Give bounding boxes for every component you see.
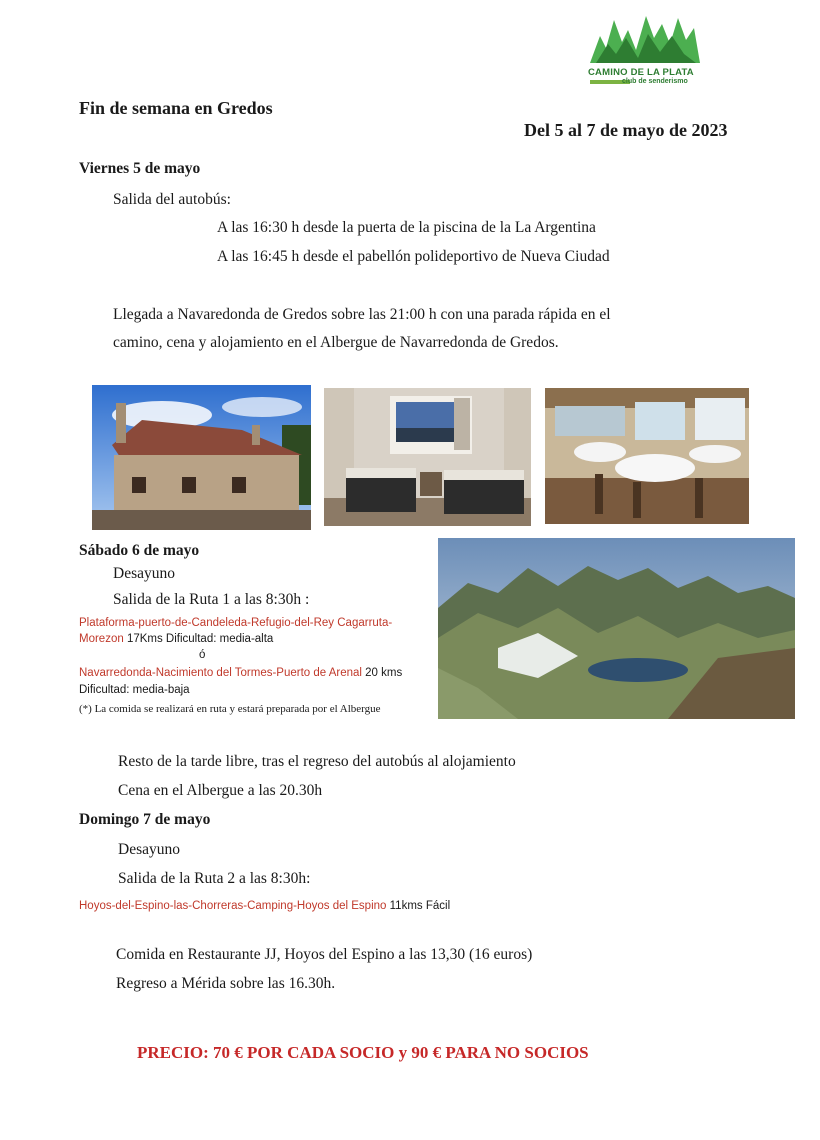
route-2-name: Hoyos-del-Espino-las-Chorreras-Camping-Hoyos del Espino <box>79 900 387 912</box>
saturday-breakfast: Desayuno <box>113 565 175 582</box>
route-1a-line-2 <box>79 633 273 645</box>
meal-note: (*) La comida se realizará en ruta y estará preparada por el Albergue <box>79 703 381 715</box>
departure-2: A las 16:45 h desde el pabellón polideportivo de Nueva Ciudad <box>217 248 610 265</box>
logo-name: CAMINO DE LA PLATA <box>588 67 694 78</box>
route-1b <box>79 667 402 679</box>
departure-1: A las 16:30 h desde la puerta de la piscina de la La Argentina <box>217 219 596 236</box>
route-1a-details: 17Kms Dificultad: media-alta <box>123 633 274 645</box>
saturday-heading: Sábado 6 de mayo <box>79 542 200 559</box>
route-2-label: Salida de la Ruta 2 a las 8:30h: <box>118 870 311 887</box>
page-title: Fin de semana en Gredos <box>79 98 273 118</box>
hostel-photo <box>92 385 311 530</box>
sunday-breakfast: Desayuno <box>118 841 180 858</box>
route-2-details: 11kms Fácil <box>386 900 451 912</box>
saturday-dinner: Cena en el Albergue a las 20.30h <box>118 782 323 799</box>
afternoon-free: Resto de la tarde libre, tras el regreso del autobús al alojamiento <box>118 753 516 770</box>
sunday-lunch: Comida en Restaurante JJ, Hoyos del Espino a las 13,30 (16 euros) <box>116 946 533 963</box>
logo-subtitle: club de senderismo <box>622 78 688 85</box>
route-1b-difficulty: Dificultad: media-baja <box>79 684 190 696</box>
route-1a-name-end: Morezon <box>79 633 124 645</box>
arrival-line-2: camino, cena y alojamiento en el Albergue de Navarredonda de Gredos. <box>113 334 559 351</box>
mountain-panorama-photo <box>438 538 795 719</box>
bedroom-photo <box>324 388 531 526</box>
bus-label: Salida del autobús: <box>113 191 231 208</box>
route-2 <box>79 900 450 912</box>
route-1b-distance: 20 kms <box>361 667 403 679</box>
return-trip: Regreso a Mérida sobre las 16.30h. <box>116 975 336 992</box>
event-dates: Del 5 al 7 de mayo de 2023 <box>524 120 728 140</box>
or-separator: ó <box>199 649 206 661</box>
route-1a-line-1: Plataforma-puerto-de-Candeleda-Refugio-del-Rey Cagarruta- <box>79 617 393 629</box>
route-1b-name: Navarredonda-Nacimiento del Tormes-Puerto de Arenal <box>79 667 362 679</box>
sunday-heading: Domingo 7 de mayo <box>79 811 211 828</box>
route-1-label: Salida de la Ruta 1 a las 8:30h : <box>113 591 310 608</box>
arrival-line-1: Llegada a Navaredonda de Gredos sobre las 21:00 h con una parada rápida en el <box>113 306 611 323</box>
price-info: PRECIO: 70 € POR CADA SOCIO y 90 € PARA NO SOCIOS <box>137 1043 589 1062</box>
dining-hall-photo <box>545 388 749 524</box>
friday-heading: Viernes 5 de mayo <box>79 160 201 177</box>
